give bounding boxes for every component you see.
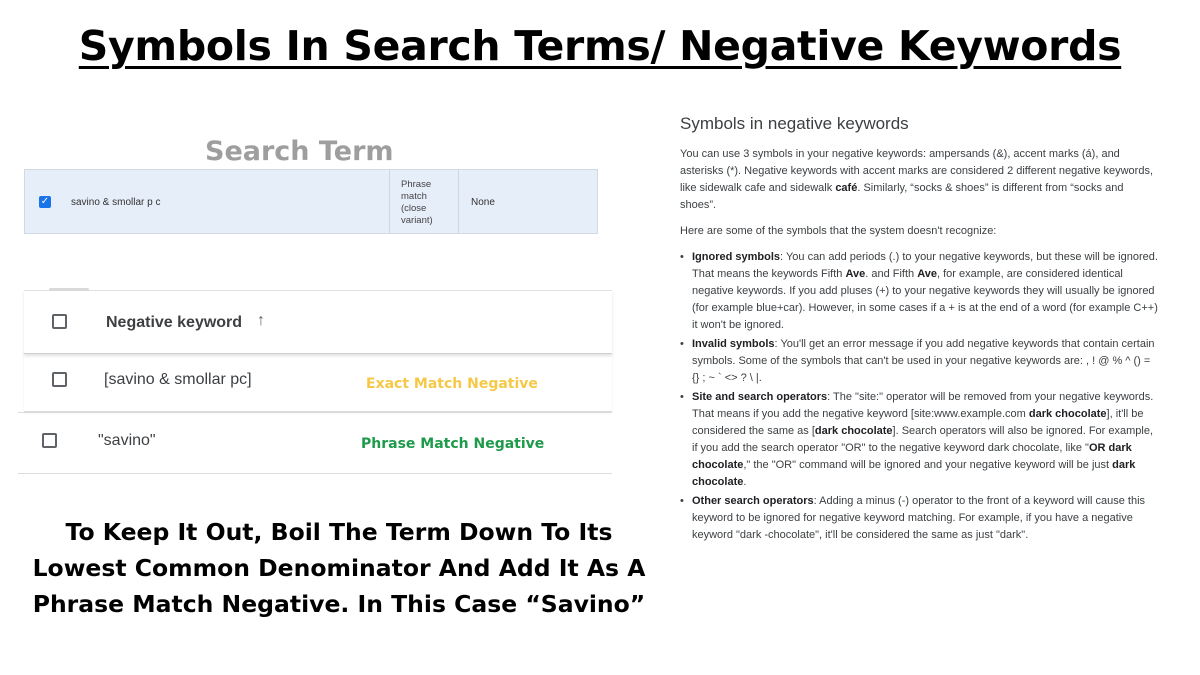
search-term-text: savino & smollar p c <box>71 197 161 208</box>
text: , for example, are considered identical negative keywords. If you add pluses (+) to your negative keywords they will usually be ignored (for example blue+car). However, in some cases if a + is at the end of a word (for example C++) it won't be ignored. <box>692 268 1158 331</box>
bullet-label: Other search operators <box>692 495 814 507</box>
table-header-row <box>24 291 612 354</box>
search-term-checkbox[interactable]: ✓ <box>40 196 50 207</box>
text: : You can add periods (.) to your negative keywords, but these will be ignored. That means the keywords Fifth <box>692 251 1158 280</box>
column-divider <box>389 170 390 233</box>
text: ," the "OR" command will be ignored and your negative keyword will be just <box>743 459 1113 471</box>
intro-paragraph-2: Here are some of the symbols that the system doesn't recognize: <box>680 225 997 237</box>
bold-text: OR dark chocolate <box>692 442 1132 471</box>
row-checkbox[interactable] <box>42 433 57 448</box>
intro-paragraph <box>680 146 1160 214</box>
text: . Similarly, “socks & shoes” is different from “socks and shoes”. <box>680 182 1124 211</box>
text: . and Fifth <box>865 268 918 280</box>
select-all-checkbox[interactable] <box>52 314 67 329</box>
list-item-other-operators <box>680 493 1160 544</box>
bullet-label: Site and search operators <box>692 391 828 403</box>
table-row <box>18 412 612 474</box>
bold-text: dark chocolate <box>692 459 1136 488</box>
caption-line: Phrase Match Negative. In This Case “Savino” <box>32 590 646 618</box>
text: ]. Search operators will also be ignored. For example, if you add the search operator "OR" to the negative keyword dark chocolate, like " <box>692 425 1154 454</box>
article-heading: Symbols in negative keywords <box>680 114 909 133</box>
negative-keyword-text: "savino" <box>98 432 156 449</box>
search-term-heading: Search Term <box>205 136 394 167</box>
bold-text: Ave <box>845 268 866 280</box>
list-item-invalid-symbols <box>680 336 1160 387</box>
negative-keyword-text: [savino & smollar pc] <box>104 371 252 388</box>
caption <box>14 514 664 622</box>
exact-match-negative-label: Exact Match Negative <box>366 376 538 392</box>
bullet-label: Ignored symbols <box>692 251 781 263</box>
bold-text: Ave <box>917 268 937 280</box>
help-article <box>680 114 1160 546</box>
text: : The "site:" operator will be removed from your negative keywords. That means if you add the negative keyword [site:www.example.com <box>692 391 1154 420</box>
match-type-cell: Phrase match (close variant) <box>401 179 433 226</box>
text: . <box>743 476 747 488</box>
bullet-label: Invalid symbols <box>692 338 775 350</box>
caption-line: Lowest Common Denominator And Add It As A <box>32 554 646 582</box>
row-checkbox[interactable] <box>52 372 67 387</box>
text: You can use 3 symbols in your negative keywords: ampersands (&), accent marks (á), and asterisks (*). Negative keywords with accent marks are considered 2 different negative keywords, like sidewalk cafe and sidewalk <box>680 148 1154 194</box>
text: : You'll get an error message if you add negative keywords that contain certain symbols. Some of the symbols that can't be used in your negative keywords are: , ! @ % ^ () = {} ; ~ ` <> ? \ |. <box>692 338 1155 384</box>
list-item-ignored-symbols <box>680 249 1160 334</box>
negative-keyword-column-header[interactable]: Negative keyword <box>106 314 243 331</box>
added-excluded-cell: None <box>471 197 495 208</box>
arrow-up-icon[interactable]: ↑ <box>257 312 265 329</box>
caption-line: To Keep It Out, Boil The Term Down To Its <box>65 518 613 546</box>
column-divider <box>458 170 459 233</box>
text: : Adding a minus (-) operator to the front of a keyword will cause this keyword to be ignored for negative keyword matching. For example, if you have a negative keyword "dark -chocolate", it'll be considered the same as just "dark". <box>692 495 1146 541</box>
table-row <box>24 353 612 412</box>
page-title: Symbols In Search Terms/ Negative Keywords <box>78 22 1122 70</box>
bold-text: dark chocolate <box>1028 408 1107 420</box>
search-term-row <box>24 169 598 234</box>
bold-text: café <box>835 182 858 194</box>
list-item-site-operators <box>680 389 1160 491</box>
phrase-match-negative-label: Phrase Match Negative <box>361 436 545 452</box>
bold-text: dark chocolate <box>814 425 893 437</box>
text: ], it'll be considered the same as [ <box>692 408 1144 437</box>
negative-keyword-table <box>24 290 612 473</box>
symbol-list <box>680 249 1160 544</box>
